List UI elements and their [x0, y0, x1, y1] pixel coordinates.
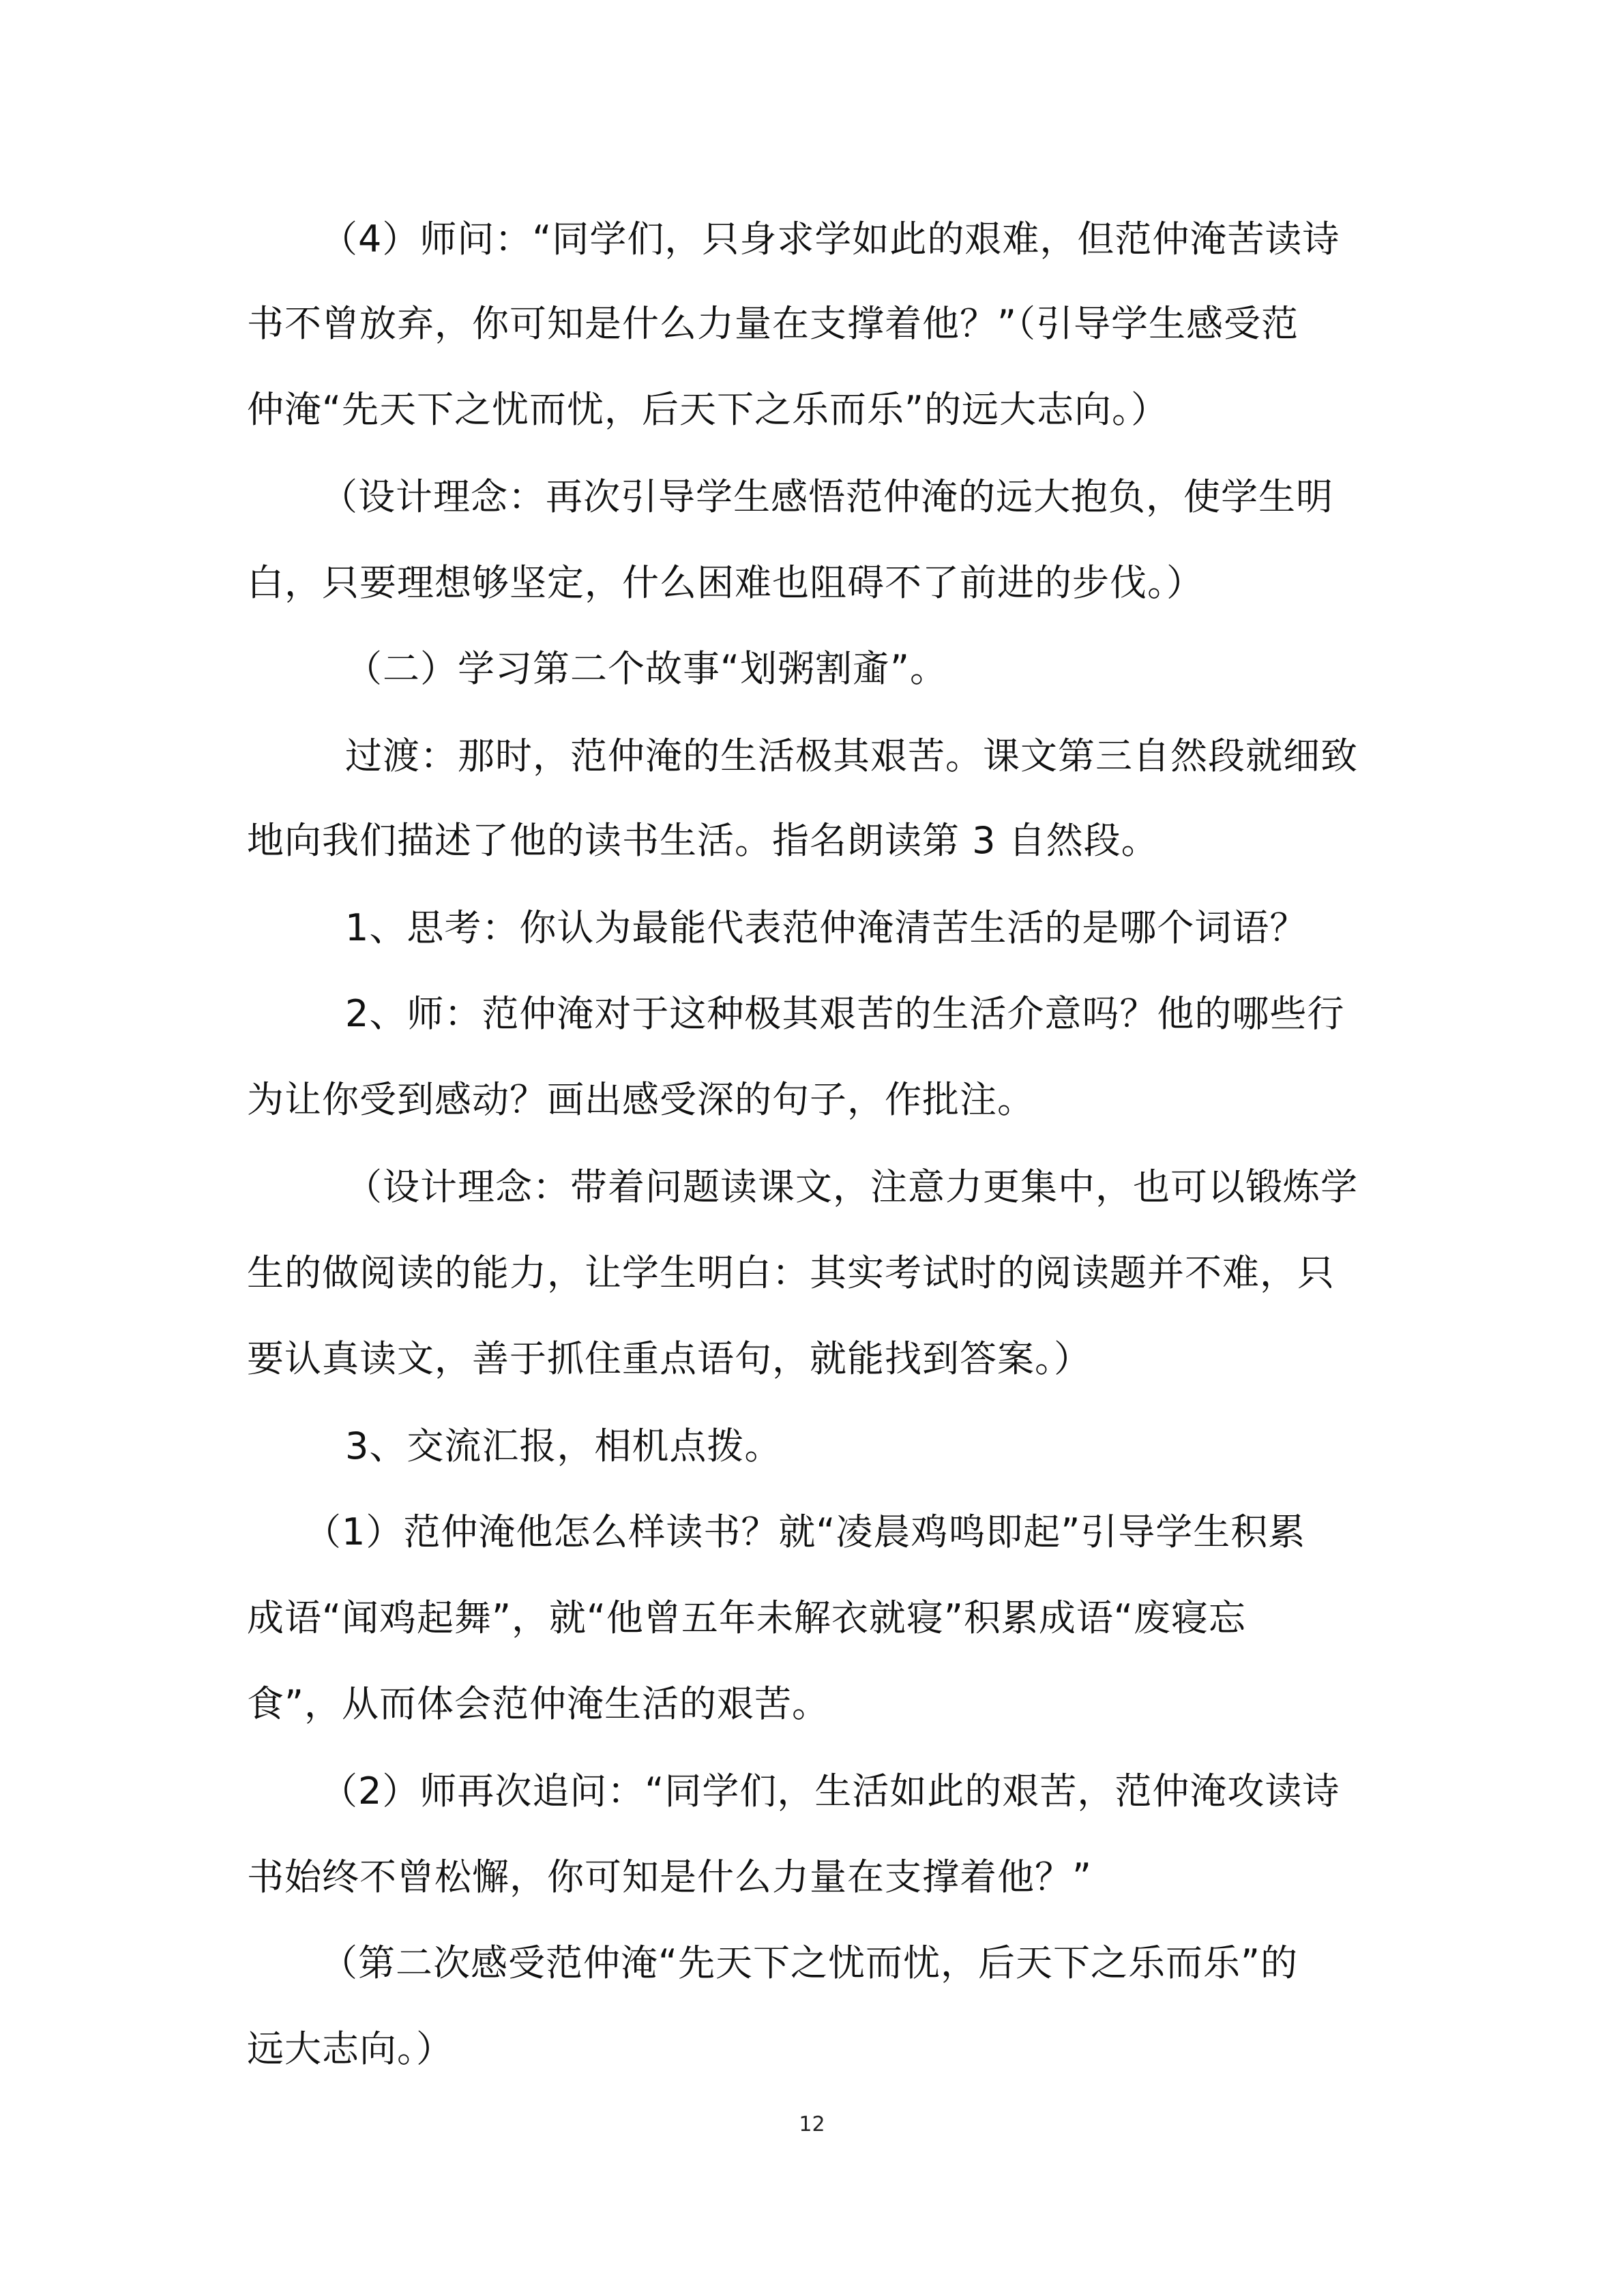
text-line: 书不曾放弃，你可知是什么力量在支撑着他？”（引导学生感受范: [247, 302, 1299, 345]
text-line: 书始终不曾松懈，你可知是什么力量在支撑着他？”: [247, 1855, 1092, 1898]
text-line: （设计理念：带着问题读课文，注意力更集中，也可以锻炼学: [345, 1165, 1358, 1208]
text-line: （2）师再次追问：“同学们，生活如此的艰苦，范仲淹攻读诗: [321, 1770, 1340, 1813]
text-line: 3、交流汇报，相机点拨。: [345, 1425, 782, 1467]
text-line: （第二次感受范仲淹“先天下之忧而忧，后天下之乐而乐”的: [321, 1941, 1298, 1984]
text-line: 为让你受到感动？画出感受深的句子，作批注。: [247, 1078, 1035, 1121]
text-line: 2、师：范仲淹对于这种极其艰苦的生活介意吗？他的哪些行: [345, 992, 1345, 1035]
text-line: 仲淹“先天下之忧而忧，后天下之乐而乐”的远大志向。）: [247, 388, 1168, 431]
text-line: 过渡：那时，范仲淹的生活极其艰苦。课文第三自然段就细致: [345, 734, 1358, 777]
text-line: 1、思考：你认为最能代表范仲淹清苦生活的是哪个词语？: [345, 906, 1308, 949]
text-line: 白，只要理想够坚定，什么困难也阻碍不了前进的步伐。）: [247, 561, 1204, 604]
text-line: 远大志向。）: [247, 2027, 454, 2070]
text-line: 要认真读文，善于抓住重点语句，就能找到答案。）: [247, 1337, 1091, 1380]
text-line: （4）师问：“同学们，只身求学如此的艰难，但范仲淹苦读诗: [321, 218, 1340, 260]
text-line: （1）范仲淹他怎么样读书？就“凌晨鸡鸣即起”引导学生积累: [304, 1510, 1306, 1553]
page-number: 12: [799, 2113, 825, 2136]
text-line: （二）学习第二个故事“划粥割齑”。: [345, 647, 947, 690]
text-line: （设计理念：再次引导学生感悟范仲淹的远大抱负，使学生明: [321, 475, 1333, 518]
text-line: 食”，从而体会范仲淹生活的艰苦。: [247, 1682, 829, 1725]
text-line: 生的做阅读的能力，让学生明白：其实考试时的阅读题并不难，只: [247, 1251, 1335, 1294]
text-line: 地向我们描述了他的读书生活。指名朗读第 3 自然段。: [247, 819, 1159, 862]
text-line: 成语“闻鸡起舞”，就“他曾五年未解衣就寝”积累成语“废寝忘: [247, 1596, 1246, 1639]
